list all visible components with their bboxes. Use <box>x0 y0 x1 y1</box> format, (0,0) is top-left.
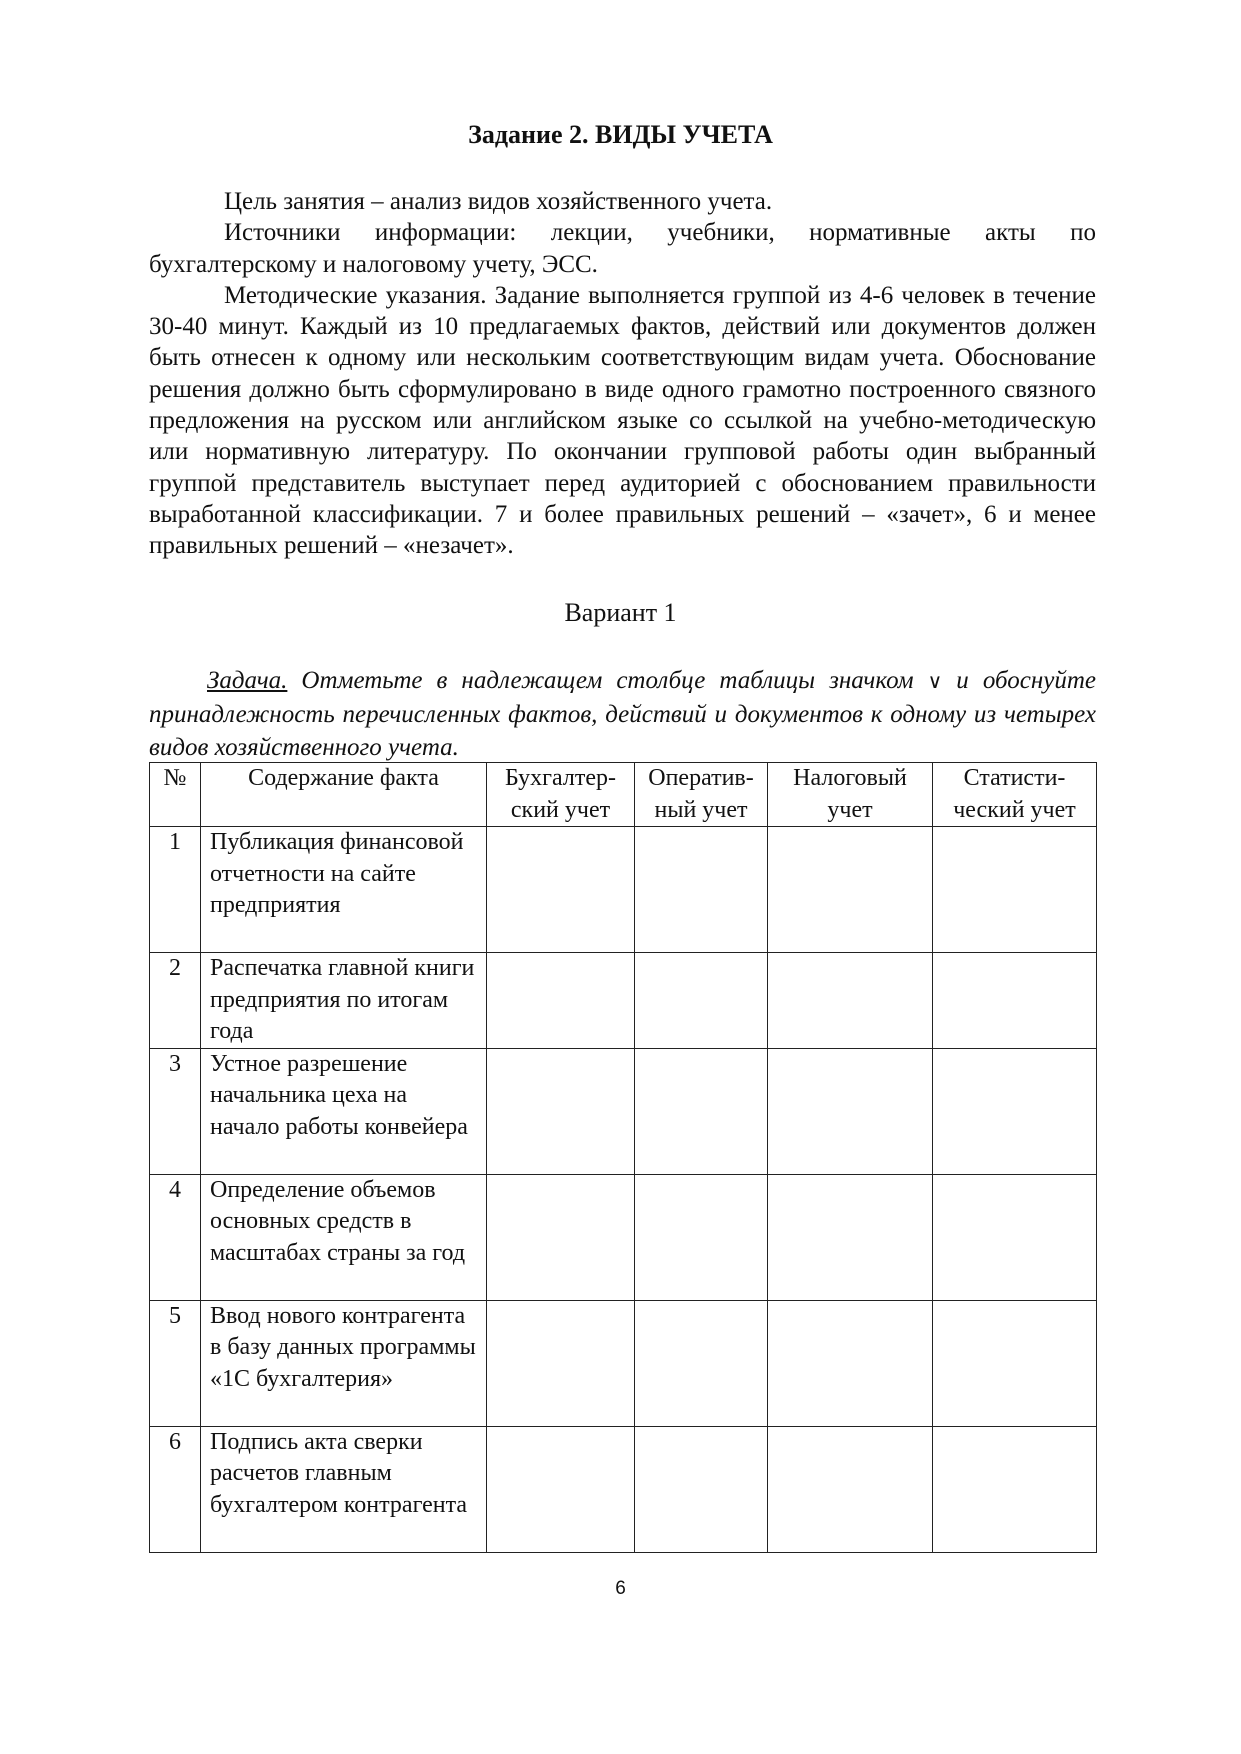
row-fact: Публикация финансовой отчетности на сайте предприятия <box>201 827 487 953</box>
sources-paragraph: Источники информации: лекции, учебники, нормативные акты по бухгалтерскому и налоговому учету, ЭСС. <box>149 219 1096 278</box>
row-fact: Ввод нового контрагента в базу данных программы «1С бухгалтерия» <box>201 1300 487 1426</box>
cell-operational[interactable] <box>635 1426 768 1552</box>
classification-table <box>149 762 1097 1553</box>
cell-operational[interactable] <box>635 1048 768 1174</box>
row-number: 4 <box>150 1174 201 1300</box>
cell-tax[interactable] <box>768 1048 933 1174</box>
task-label: Задача. <box>207 667 288 694</box>
cell-operational[interactable] <box>635 827 768 953</box>
table-row <box>150 1048 1097 1174</box>
row-number: 6 <box>150 1426 201 1552</box>
cell-accounting[interactable] <box>487 1300 635 1426</box>
row-number: 2 <box>150 953 201 1049</box>
variant-heading: Вариант 1 <box>564 598 677 627</box>
cell-tax[interactable] <box>768 1426 933 1552</box>
task-text-after: и обоснуйте принадлежность перечисленных фактов, действий и документов к одному из четырех видов хозяйственного учета. <box>149 667 1096 761</box>
row-number: 5 <box>150 1300 201 1426</box>
cell-accounting[interactable] <box>487 827 635 953</box>
table-row <box>150 827 1097 953</box>
cell-tax[interactable] <box>768 1300 933 1426</box>
cell-statistical[interactable] <box>933 1048 1097 1174</box>
cell-accounting[interactable] <box>487 1426 635 1552</box>
cell-statistical[interactable] <box>933 1300 1097 1426</box>
cell-statistical[interactable] <box>933 1426 1097 1552</box>
task-statement <box>149 664 1096 764</box>
cell-tax[interactable] <box>768 827 933 953</box>
cell-operational[interactable] <box>635 953 768 1049</box>
row-fact: Распечатка главной книги предприятия по итогам года <box>201 953 487 1049</box>
row-fact: Определение объемов основных средств в масштабах страны за год <box>201 1174 487 1300</box>
cell-statistical[interactable] <box>933 827 1097 953</box>
row-number: 3 <box>150 1048 201 1174</box>
table-row <box>150 1426 1097 1552</box>
cell-operational[interactable] <box>635 1174 768 1300</box>
cell-accounting[interactable] <box>487 953 635 1049</box>
cell-tax[interactable] <box>768 953 933 1049</box>
header-statistical: Статисти-ческий учет <box>933 763 1097 827</box>
intro-text <box>149 186 1096 562</box>
goal-paragraph: Цель занятия – анализ видов хозяйственного учета. <box>224 188 773 215</box>
cell-tax[interactable] <box>768 1174 933 1300</box>
table-row <box>150 1300 1097 1426</box>
page-title: Задание 2. ВИДЫ УЧЕТА <box>468 120 773 149</box>
task-text-before: Отметьте в надлежащем столбце таблицы значком <box>287 667 928 694</box>
table-row <box>150 1174 1097 1300</box>
cell-statistical[interactable] <box>933 1174 1097 1300</box>
header-number: № <box>150 763 201 827</box>
table-row <box>150 953 1097 1049</box>
checkmark-symbol: ∨ <box>927 669 943 693</box>
row-number: 1 <box>150 827 201 953</box>
cell-statistical[interactable] <box>933 953 1097 1049</box>
row-fact: Устное разрешение начальника цеха на начало работы конвейера <box>201 1048 487 1174</box>
header-accounting: Бухгалтер-ский учет <box>487 763 635 827</box>
cell-operational[interactable] <box>635 1300 768 1426</box>
header-fact: Содержание факта <box>201 763 487 827</box>
table-header-row <box>150 763 1097 827</box>
header-operational: Оператив-ный учет <box>635 763 768 827</box>
header-tax: Налоговый учет <box>768 763 933 827</box>
page-number: 6 <box>615 1578 626 1599</box>
instructions-paragraph: Методические указания. Задание выполняется группой из 4-6 человек в течение 30-40 минут. Каждый из 10 предлагаемых фактов, действий или документов должен быть отнесен к одному или нескольким соответствующим видам учета. Обоснование решения должно быть сформулировано в виде одного грамотно построенного связного предложения на русском или английском языке со ссылкой на учебно-методическую или нормативную литературу. По окончании групповой работы один выбранный группой представитель выступает перед аудиторией с обоснованием правильности выработанной классификации. 7 и более правильных решений – «зачет», 6 и менее правильных решений – «незачет». <box>149 281 1096 560</box>
row-fact: Подпись акта сверки расчетов главным бухгалтером контрагента <box>201 1426 487 1552</box>
cell-accounting[interactable] <box>487 1048 635 1174</box>
cell-accounting[interactable] <box>487 1174 635 1300</box>
